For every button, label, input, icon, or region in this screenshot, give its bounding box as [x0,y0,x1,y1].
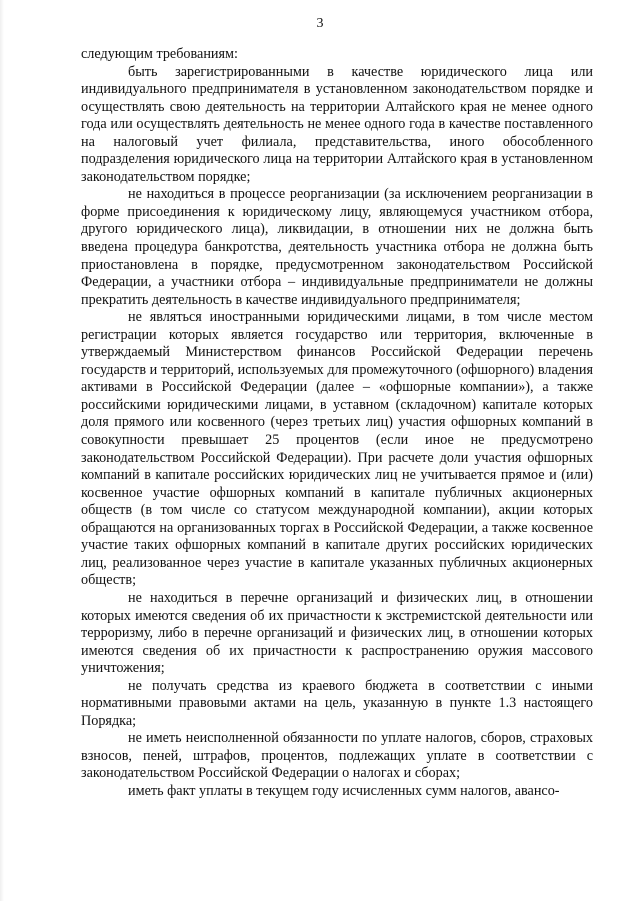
requirement-budget-funds-paragraph: не получать средства из краевого бюджета в соответствии с иными нормативными правовыми актами на цель, указанную в пункте 1.3 настоящего Порядка; [81,677,593,729]
requirement-tax-debts-paragraph: не иметь неисполненной обязанности по уплате налогов, сборов, страховых взносов, пеней, штрафов, процентов, подлежащих уплате в соответствии с законодательством Российской Федерации о налогах и сборах; [81,730,593,782]
requirement-reorganization-paragraph: не находиться в процессе реорганизации (за исключением реорганизации в форме присоединения к юридическому лицу, являющемуся участником отбора, другого юридического лица), ликвидации, в отношении них не должна быть введена процедура банкротства, деятельность участника отбора не должна быть приостановлена в порядке, предусмотренном законодательством Российской Федерации, а участники отбора – индивидуальные предприниматели не должны прекратить деятельность в качестве индивидуального предпринимателя; [81,186,593,308]
document-body [81,46,593,801]
scan-edge [0,0,4,901]
requirement-offshore-paragraph: не являться иностранными юридическими лицами, в том числе местом регистрации которых является государство или территория, включенные в утверждаемый Министерством финансов Российской Федерации перечень государств и территорий, используемых для промежуточного (офшорного) владения активами в Российской Федерации (далее – «офшорные компании»), а также российскими юридическими лицами, в уставном (складочном) капитале которых доля прямого или косвенного (через третьих лиц) участия офшорных компаний в совокупности превышает 25 процентов (если иное не предусмотрено законодательством Российской Федерации). При расчете доли участия офшорных компаний в капитале российских юридических лиц не учитывается прямое и (или) косвенное участие офшорных компаний в капитале публичных акционерных обществ (в том числе со статусом международной компании), акции которых обращаются на организованных торгах в Российской Федерации, а также косвенное участие таких офшорных компаний в капитале других российских юридических лиц, реализованное через участие в капитале указанных публичных акционерных обществ; [81,309,593,589]
continuation-line: следующим требованиям: [81,46,238,62]
requirement-extremism-list-paragraph: не находиться в перечне организаций и физических лиц, в отношении которых имеются сведения об их причастности к экстремистской деятельности или терроризму, либо в перечне организаций и физических лиц, в отношении которых имеются сведения об их причастности к распространению оружия массового уничтожения; [81,589,593,677]
page-number: 3 [316,16,324,31]
requirement-registration-paragraph: быть зарегистрированными в качестве юридического лица или индивидуального предпринимателя в установленном законодательством порядке и осуществлять свою деятельность на территории Алтайского края не менее одного года или осуществлять деятельность не менее одного года в качестве поставленного на налоговый учет филиала, представительства, иного обособленного подразделения юридического лица на территории Алтайского края в установленном законодательством порядке; [81,63,593,185]
requirement-tax-payment-paragraph: иметь факт уплаты в текущем году исчисленных сумм налогов, авансо- [128,782,560,799]
